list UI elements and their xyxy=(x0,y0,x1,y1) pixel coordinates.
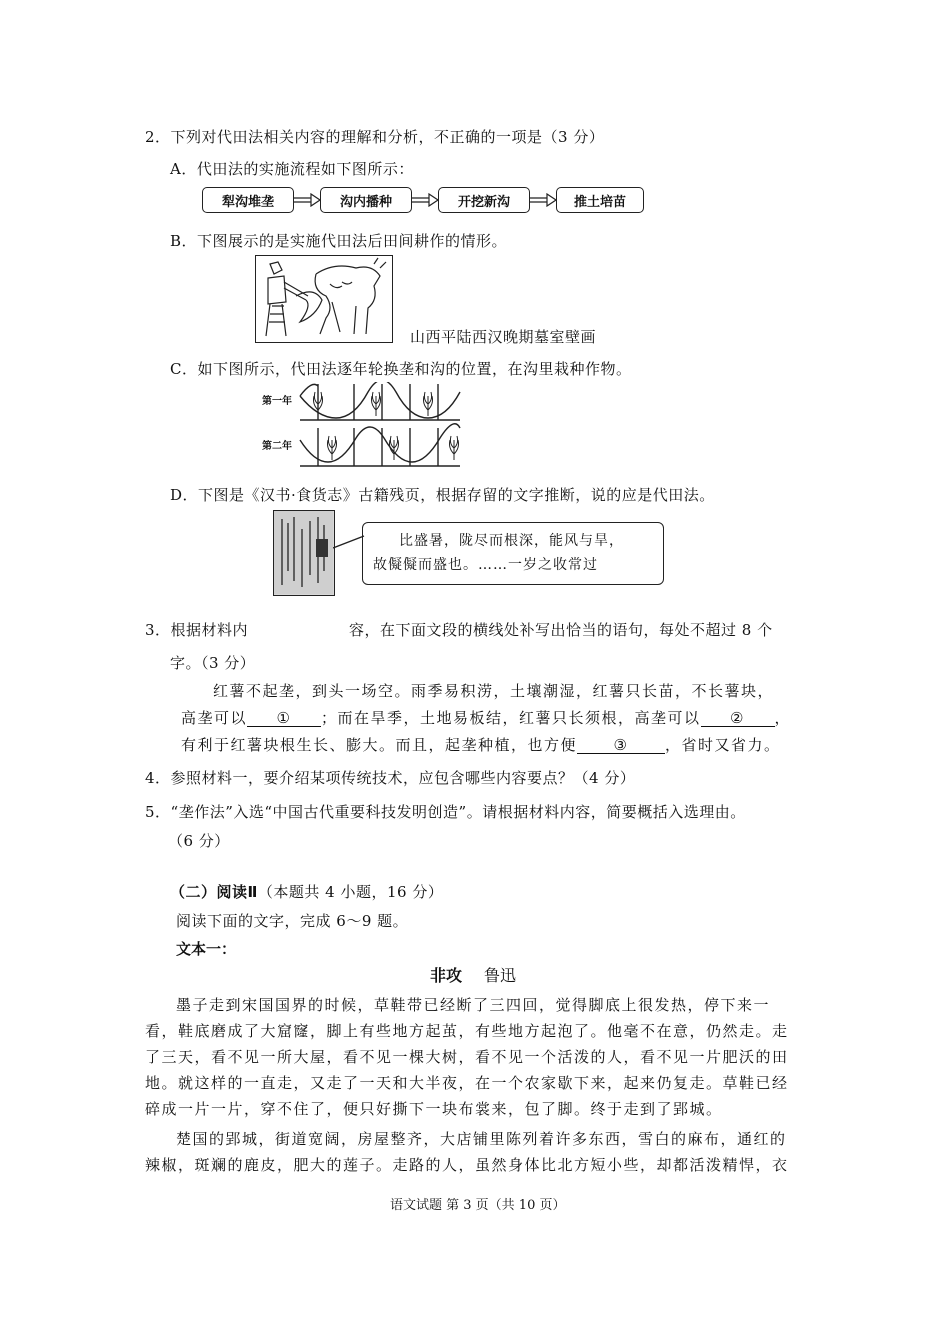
flow-arrow-icon xyxy=(412,193,438,207)
q3-stem-b: 容，在下面文段的横线处补写出恰当的语句，每处不超过 8 个 xyxy=(349,621,773,639)
section2-title: （二）阅读Ⅱ xyxy=(170,883,258,901)
q2-option-d: D．下图是《汉书·食货志》古籍残页，根据存留的文字推断，说的应是代田法。 xyxy=(170,486,715,504)
blank-2[interactable]: ② xyxy=(701,710,775,727)
page-footer: 语文试题 第 3 页（共 10 页） xyxy=(390,1198,566,1213)
article-line: 看，鞋底磨成了大窟窿，脚上有些地方起茧，有些地方起泡了。他毫不在意，仍然走。走 xyxy=(145,1022,789,1040)
blank-3[interactable]: ③ xyxy=(577,737,665,754)
q3-text: 高垄可以 xyxy=(181,709,248,727)
article-line: 楚国的郢城，街道宽阔，房屋整齐，大店铺里陈列着许多东西，雪白的麻布，通红的 xyxy=(176,1130,787,1148)
callout-line-1: 比盛暑，陇尽而根深，能风与旱， xyxy=(399,533,624,549)
ancient-page-icon xyxy=(274,511,333,594)
ridge-furrow-diagram xyxy=(298,382,463,472)
q5-stem: 5．“垄作法”入选“中国古代重要科技发明创造”。请根据材料内容，简要概括入选理由。 xyxy=(145,803,746,821)
section2-note: （本题共 4 小题，16 分） xyxy=(257,883,444,901)
q2-option-a: A．代田法的实施流程如下图所示： xyxy=(170,160,414,178)
q3-para-line-3 xyxy=(181,734,781,755)
q2-option-c: C．如下图所示，代田法逐年轮换垄和沟的位置，在沟里栽种作物。 xyxy=(170,360,632,378)
article-line: 碎成一片一片，穿不住了，便只好撕下一块布裳来，包了脚。终于走到了郢城。 xyxy=(145,1100,723,1118)
article-line: 墨子走到宋国国界的时候，草鞋带已经断了三四回，觉得脚底上很发热，停下来一 xyxy=(176,996,771,1014)
callout-pointer-icon xyxy=(333,532,365,552)
q3-para-line-1: 红薯不起垄，到头一场空。雨季易积涝，土壤潮湿，红薯只长苗，不长薯块， xyxy=(213,682,775,700)
q3-text: ，省时又省力。 xyxy=(665,736,781,754)
plowing-mural-icon xyxy=(256,256,391,341)
article-line: 地。就这样的一直走，又走了一天和大半夜，在一个农家歇下来，起来仍复走。草鞋已经 xyxy=(145,1074,789,1092)
quote-callout xyxy=(362,522,664,585)
article-line: 了三天，看不见一所大屋，看不见一棵大树，看不见一个活泼的人，看不见一片肥沃的田 xyxy=(145,1048,789,1066)
article-author: 鲁迅 xyxy=(484,966,517,985)
flow-step-1: 犁沟堆垄 xyxy=(202,187,294,213)
flow-step-4: 推土培苗 xyxy=(556,187,644,213)
flow-step-2: 沟内播种 xyxy=(320,187,412,213)
callout-line-2: 故儗儗而盛也。……一岁之收常过 xyxy=(373,557,598,573)
q3-text: ， xyxy=(774,709,792,727)
mural-image xyxy=(255,255,393,343)
q2-stem: 2．下列对代田法相关内容的理解和分析，不正确的一项是（3 分） xyxy=(145,128,605,146)
text1-label: 文本一： xyxy=(176,940,237,958)
q3-para-line-2 xyxy=(181,707,791,728)
article-title: 非攻 xyxy=(430,966,463,985)
q3-stem-a: 3．根据材料内 xyxy=(145,621,249,639)
q4-stem: 4．参照材料一，要介绍某项传统技术，应包含哪些内容要点？（4 分） xyxy=(145,769,636,787)
mural-caption: 山西平陆西汉晚期墓室壁画 xyxy=(410,328,597,346)
section2-instruction: 阅读下面的文字，完成 6～9 题。 xyxy=(176,912,409,930)
article-line: 辣椒，斑斓的鹿皮，肥大的莲子。走路的人，虽然身体比北方短小些，却都活泼精悍，衣 xyxy=(145,1156,789,1174)
flow-arrow-icon xyxy=(294,193,320,207)
q2-option-b: B．下图展示的是实施代田法后田间耕作的情形。 xyxy=(170,232,508,250)
article-heading xyxy=(430,963,516,986)
q3-text: ；而在旱季，土地易板结，红薯只长须根，高垄可以 xyxy=(321,709,701,727)
year2-label: 第二年 xyxy=(262,441,292,452)
ancient-page-image xyxy=(273,510,335,596)
blank-1[interactable]: ① xyxy=(247,710,321,727)
q5-points: （6 分） xyxy=(168,832,230,850)
q3-stem-c: 字。（3 分） xyxy=(170,654,256,672)
flow-step-3: 开挖新沟 xyxy=(438,187,530,213)
section2-heading xyxy=(170,881,443,902)
flow-arrow-icon xyxy=(530,193,556,207)
q3-text: 有利于红薯块根生长、膨大。而且，起垄种植，也方便 xyxy=(181,736,578,754)
year1-label: 第一年 xyxy=(262,396,292,407)
